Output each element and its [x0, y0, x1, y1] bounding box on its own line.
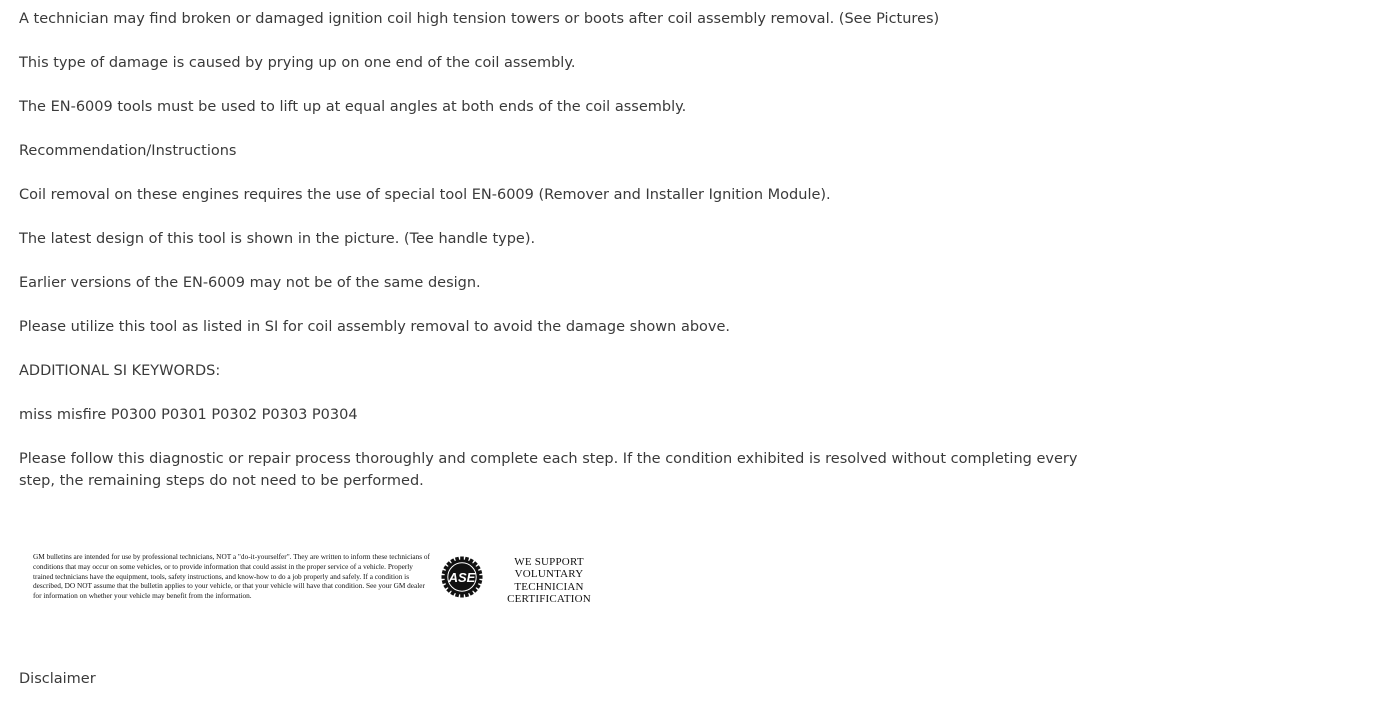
bulletin-paragraph-follow-process: Please follow this diagnostic or repair process thoroughly and complete each step. If the condition exhibited is resolved without completing every step, the remaining steps do not need to be performed. — [19, 451, 1078, 489]
support-line: WE SUPPORT — [514, 556, 584, 568]
bulletin-paragraph-damage: A technician may find broken or damaged ignition coil high tension towers or boots after coil assembly removal. (See Pictures) — [19, 11, 940, 27]
keywords-list: miss misfire P0300 P0301 P0302 P0303 P0304 — [19, 407, 358, 423]
section-heading-keywords: ADDITIONAL SI KEYWORDS: — [19, 363, 221, 379]
bulletin-paragraph-latest-design: The latest design of this tool is shown in the picture. (Tee handle type). — [19, 231, 536, 247]
ase-logo-icon — [440, 555, 484, 599]
section-heading-recommendation: Recommendation/Instructions — [19, 143, 237, 159]
gm-notice-text: GM bulletins are intended for use by professional technicians, NOT a "do-it-yourselfer". They are written to inform these technicians of conditions that may occur on some vehicles, or to provide information that could assist in the proper service of a vehicle. Properly trained technicians have the equipment, tools, safety instructions, and know-how to do a job properly and safely. If a condition is described, DO NOT assume that the bulletin applies to your vehicle, or that your vehicle will have that condition. See your GM dealer for information on whether your vehicle may benefit from the information. — [33, 552, 430, 601]
bulletin-paragraph-utilize-tool: Please utilize this tool as listed in SI for coil assembly removal to avoid the damage shown above. — [19, 319, 731, 335]
support-line: CERTIFICATION — [507, 592, 591, 605]
voluntary-certification-text — [503, 556, 595, 605]
bulletin-paragraph-cause: This type of damage is caused by prying up on one end of the coil assembly. — [19, 55, 576, 71]
bulletin-paragraph-earlier-versions: Earlier versions of the EN-6009 may not be of the same design. — [19, 275, 481, 291]
gm-bulletin-notice-image — [33, 552, 598, 612]
disclaimer-label: Disclaimer — [19, 671, 96, 687]
bulletin-paragraph-coil-removal: Coil removal on these engines requires the use of special tool EN-6009 (Remover and Installer Ignition Module). — [19, 187, 831, 203]
bulletin-paragraph-tool-usage: The EN-6009 tools must be used to lift up at equal angles at both ends of the coil assembly. — [19, 99, 687, 115]
support-line: VOLUNTARY — [514, 568, 584, 581]
support-line: TECHNICIAN — [514, 580, 584, 593]
ase-logo-text: ASE — [448, 570, 476, 585]
